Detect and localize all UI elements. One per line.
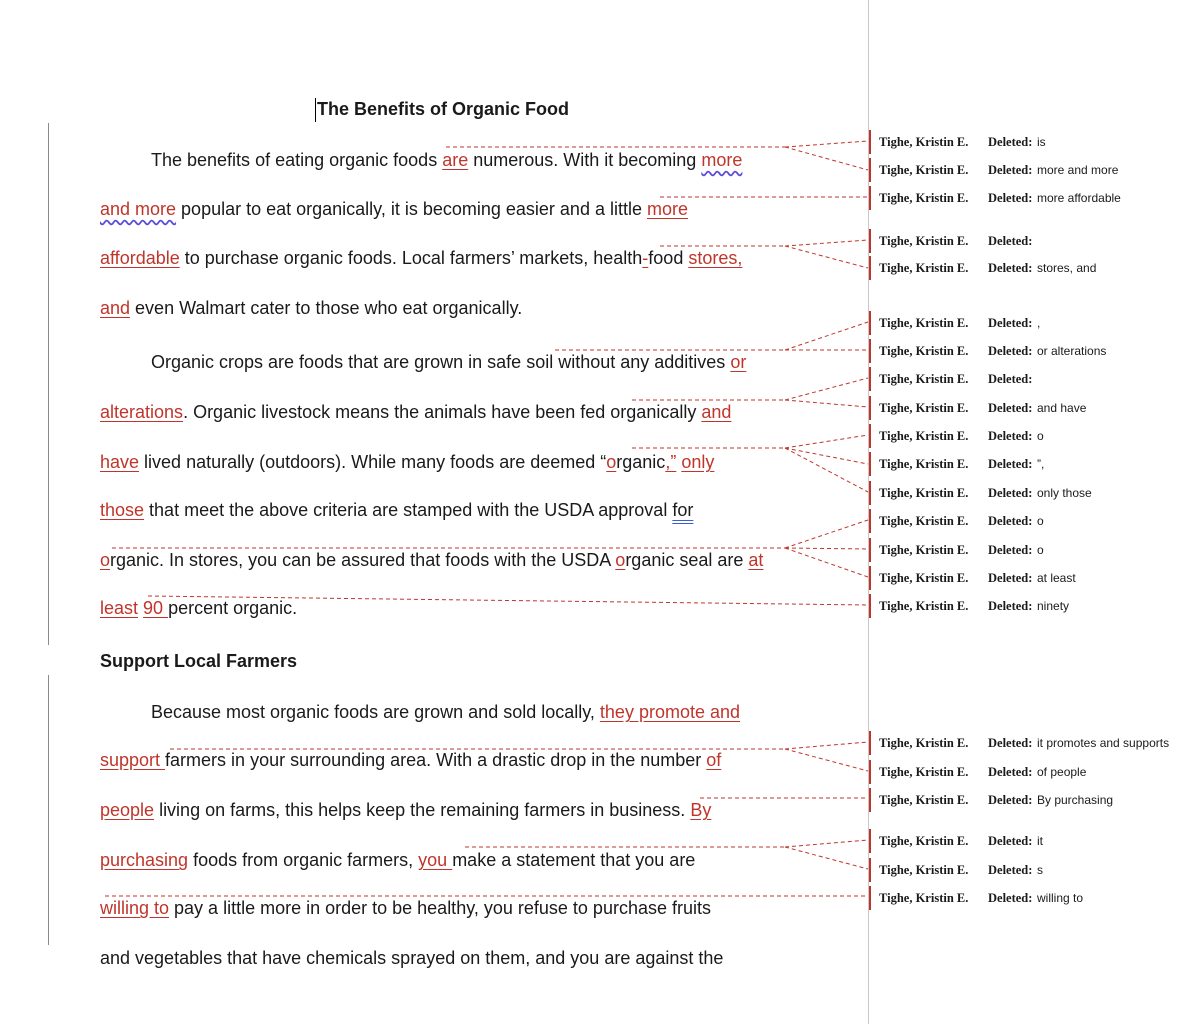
tracked-insertion[interactable]: alterations xyxy=(100,402,184,422)
text-run: to purchase organic foods. Local farmers’ markets, health xyxy=(179,248,643,268)
balloon-marker xyxy=(869,788,871,812)
revision-balloon[interactable] xyxy=(869,231,1199,251)
tracked-insertion[interactable]: purchasing xyxy=(100,850,189,870)
text-run: popular to eat organically, it is becoming easier and a little xyxy=(176,199,647,219)
tracked-insertion[interactable]: for xyxy=(672,500,694,520)
deleted-text: more and more xyxy=(1037,163,1119,177)
deleted-text: By purchasing xyxy=(1037,793,1114,807)
revision-author: Tighe, Kristin E. xyxy=(879,571,969,585)
balloon-marker xyxy=(869,452,871,476)
revision-type: Deleted: xyxy=(988,736,1033,750)
deleted-text: , xyxy=(1037,316,1041,330)
balloon-marker xyxy=(869,158,871,182)
balloon-marker xyxy=(869,538,871,562)
balloon-marker xyxy=(869,229,871,253)
body-line[interactable] xyxy=(100,849,695,871)
text-run: living on farms, this helps keep the remaining farmers in business. xyxy=(154,800,691,820)
revision-type: Deleted: xyxy=(988,486,1033,500)
body-line[interactable] xyxy=(100,799,711,821)
tracked-insertion[interactable]: and xyxy=(100,298,131,318)
revision-type: Deleted: xyxy=(988,234,1033,248)
revision-author: Tighe, Kristin E. xyxy=(879,372,969,386)
text-run: foods from organic farmers, xyxy=(188,850,419,870)
deleted-text: o xyxy=(1037,514,1044,528)
tracked-insertion[interactable]: and more xyxy=(100,199,177,219)
tracked-insertion[interactable]: only xyxy=(681,452,715,472)
deleted-text: stores, and xyxy=(1037,261,1097,275)
text-run: rganic xyxy=(616,452,666,472)
revision-author: Tighe, Kristin E. xyxy=(879,486,969,500)
revision-author: Tighe, Kristin E. xyxy=(879,514,969,528)
tracked-insertion[interactable]: o xyxy=(100,550,111,570)
revision-type: Deleted: xyxy=(988,344,1033,358)
body-line[interactable] xyxy=(100,499,693,521)
revision-balloon[interactable] xyxy=(869,188,1199,208)
revision-type: Deleted: xyxy=(988,543,1033,557)
tracked-insertion[interactable]: and xyxy=(701,402,732,422)
tracked-insertion[interactable]: - xyxy=(642,248,649,268)
revision-type: Deleted: xyxy=(988,316,1033,330)
body-line[interactable] xyxy=(100,749,721,771)
revision-balloon[interactable] xyxy=(869,398,1199,418)
body-line[interactable] xyxy=(100,947,723,969)
revision-balloon[interactable] xyxy=(869,483,1199,503)
balloon-marker xyxy=(869,396,871,420)
deleted-text: or alterations xyxy=(1037,344,1107,358)
revision-type: Deleted: xyxy=(988,429,1033,443)
revision-balloon[interactable] xyxy=(869,341,1199,361)
revision-balloon[interactable] xyxy=(869,888,1199,908)
tracked-insertion[interactable]: willing to xyxy=(100,898,170,918)
text-run: Because most organic foods are grown and sold locally, xyxy=(151,702,600,722)
revision-type: Deleted: xyxy=(988,793,1033,807)
balloon-marker xyxy=(869,858,871,882)
deleted-text: only those xyxy=(1037,486,1092,500)
balloon-marker xyxy=(869,566,871,590)
text-run: percent organic. xyxy=(168,598,298,618)
body-line[interactable] xyxy=(151,351,746,373)
revision-balloon[interactable] xyxy=(869,369,1199,389)
balloon-marker xyxy=(869,424,871,448)
revision-author: Tighe, Kristin E. xyxy=(879,457,969,471)
tracked-insertion[interactable]: stores, xyxy=(688,248,743,268)
tracked-insertion[interactable]: you xyxy=(418,850,453,870)
revision-balloon[interactable] xyxy=(869,831,1199,851)
text-run: numerous. With it becoming xyxy=(468,150,702,170)
revision-balloon[interactable] xyxy=(869,454,1199,474)
revision-type: Deleted: xyxy=(988,599,1033,613)
tracked-insertion[interactable]: support xyxy=(100,750,166,770)
deleted-text: it promotes and supports xyxy=(1037,736,1170,750)
balloon-marker xyxy=(869,186,871,210)
text-run: . Organic livestock means the animals have been fed organically xyxy=(183,402,702,422)
deleted-text: and have xyxy=(1037,401,1087,415)
text-run: and vegetables that have chemicals sprayed on them, and you are against the xyxy=(100,948,724,968)
revision-author: Tighe, Kristin E. xyxy=(879,765,969,779)
revision-type: Deleted: xyxy=(988,891,1033,905)
revision-author: Tighe, Kristin E. xyxy=(879,261,969,275)
balloon-marker xyxy=(869,731,871,755)
revision-author: Tighe, Kristin E. xyxy=(879,163,969,177)
body-line[interactable] xyxy=(100,401,731,423)
deleted-text: is xyxy=(1037,135,1046,149)
tracked-insertion[interactable]: least xyxy=(100,598,139,618)
revision-author: Tighe, Kristin E. xyxy=(879,736,969,750)
deleted-text: o xyxy=(1037,543,1044,557)
revision-author: Tighe, Kristin E. xyxy=(879,344,969,358)
revision-type: Deleted: xyxy=(988,191,1033,205)
balloon-marker xyxy=(869,886,871,910)
deleted-text: more affordable xyxy=(1037,191,1121,205)
change-bar xyxy=(48,675,49,945)
tracked-insertion[interactable]: ,” xyxy=(665,452,677,472)
revision-type: Deleted: xyxy=(988,261,1033,275)
tracked-insertion[interactable]: people xyxy=(100,800,155,820)
revision-type: Deleted: xyxy=(988,765,1033,779)
tracked-insertion[interactable]: or xyxy=(730,352,747,372)
text-run: rganic. In stores, you can be assured that foods with the USDA xyxy=(110,550,616,570)
text-cursor xyxy=(315,98,316,122)
revision-type: Deleted: xyxy=(988,863,1033,877)
revision-balloon[interactable] xyxy=(869,540,1199,560)
tracked-insertion[interactable]: o xyxy=(615,550,626,570)
deleted-text: of people xyxy=(1037,765,1087,779)
body-line[interactable] xyxy=(100,597,297,619)
revision-author: Tighe, Kristin E. xyxy=(879,316,969,330)
revision-type: Deleted: xyxy=(988,163,1033,177)
revision-balloon[interactable] xyxy=(869,426,1199,446)
tracked-insertion[interactable]: more xyxy=(701,150,743,170)
balloon-marker xyxy=(869,509,871,533)
revision-balloon[interactable] xyxy=(869,160,1199,180)
body-line[interactable] xyxy=(100,198,688,220)
text-run: rganic seal are xyxy=(625,550,749,570)
text-run: food xyxy=(648,248,689,268)
deleted-text: o xyxy=(1037,429,1044,443)
revision-type: Deleted: xyxy=(988,401,1033,415)
revision-author: Tighe, Kristin E. xyxy=(879,234,969,248)
revision-balloon[interactable] xyxy=(869,860,1199,880)
text-run: farmers in your surrounding area. With a drastic drop in the number xyxy=(165,750,707,770)
tracked-insertion[interactable]: have xyxy=(100,452,140,472)
revision-type: Deleted: xyxy=(988,135,1033,149)
deleted-text: it xyxy=(1037,834,1043,848)
tracked-insertion[interactable]: at xyxy=(748,550,764,570)
body-line[interactable] xyxy=(151,701,740,723)
revision-balloon[interactable] xyxy=(869,313,1199,333)
text-run: Organic crops are foods that are grown in safe soil without any additives xyxy=(151,352,731,372)
deleted-text: ”, xyxy=(1037,457,1045,471)
tracked-insertion[interactable]: affordable xyxy=(100,248,180,268)
body-line[interactable] xyxy=(151,149,742,171)
deleted-text: at least xyxy=(1037,571,1076,585)
section-heading[interactable]: Support Local Farmers xyxy=(100,651,298,671)
deleted-text: s xyxy=(1037,863,1043,877)
balloon-marker xyxy=(869,256,871,280)
revision-balloon[interactable] xyxy=(869,790,1199,810)
document-title[interactable]: The Benefits of Organic Food xyxy=(317,99,570,119)
revision-balloon[interactable] xyxy=(869,511,1199,531)
balloon-marker xyxy=(869,829,871,853)
revision-author: Tighe, Kristin E. xyxy=(879,793,969,807)
tracked-insertion[interactable]: 90 xyxy=(143,598,169,618)
text-run: The benefits of eating organic foods xyxy=(151,150,443,170)
revision-author: Tighe, Kristin E. xyxy=(879,191,969,205)
revision-author: Tighe, Kristin E. xyxy=(879,891,969,905)
tracked-insertion[interactable]: By xyxy=(690,800,712,820)
balloon-marker xyxy=(869,130,871,154)
text-run: that meet the above criteria are stamped with the USDA approval xyxy=(144,500,673,520)
body-line[interactable] xyxy=(100,451,714,473)
revision-type: Deleted: xyxy=(988,372,1033,386)
body-line[interactable] xyxy=(100,297,522,319)
revision-balloon[interactable] xyxy=(869,596,1199,616)
body-line[interactable] xyxy=(100,897,711,919)
revision-balloon[interactable] xyxy=(869,132,1199,152)
tracked-insertion[interactable]: they promote and xyxy=(599,702,741,722)
revision-balloon[interactable] xyxy=(869,762,1199,782)
revision-author: Tighe, Kristin E. xyxy=(879,401,969,415)
revision-author: Tighe, Kristin E. xyxy=(879,135,969,149)
tracked-insertion[interactable]: are xyxy=(442,150,469,170)
change-bar xyxy=(48,123,49,645)
tracked-insertion[interactable]: those xyxy=(100,500,145,520)
revision-author: Tighe, Kristin E. xyxy=(879,599,969,613)
tracked-insertion[interactable]: o xyxy=(606,452,617,472)
balloon-marker xyxy=(869,339,871,363)
balloon-marker xyxy=(869,481,871,505)
text-run: make a statement that you are xyxy=(452,850,696,870)
revision-author: Tighe, Kristin E. xyxy=(879,543,969,557)
revision-author: Tighe, Kristin E. xyxy=(879,429,969,443)
balloon-marker xyxy=(869,367,871,391)
deleted-text: willing to xyxy=(1037,891,1084,905)
revision-balloon[interactable] xyxy=(869,568,1199,588)
revision-type: Deleted: xyxy=(988,834,1033,848)
body-line[interactable] xyxy=(100,549,763,571)
balloon-marker xyxy=(869,311,871,335)
revision-type: Deleted: xyxy=(988,571,1033,585)
revision-type: Deleted: xyxy=(988,514,1033,528)
text-run: even Walmart cater to those who eat organically. xyxy=(130,298,523,318)
revision-author: Tighe, Kristin E. xyxy=(879,834,969,848)
revision-balloon[interactable] xyxy=(869,258,1199,278)
balloon-marker xyxy=(869,594,871,618)
text-run: lived naturally (outdoors). While many foods are deemed “ xyxy=(139,452,607,472)
revision-author: Tighe, Kristin E. xyxy=(879,863,969,877)
tracked-insertion[interactable]: of xyxy=(706,750,722,770)
balloon-marker xyxy=(869,760,871,784)
revision-type: Deleted: xyxy=(988,457,1033,471)
revision-balloon[interactable] xyxy=(869,733,1199,753)
deleted-text: ninety xyxy=(1037,599,1070,613)
text-run: pay a little more in order to be healthy, you refuse to purchase fruits xyxy=(169,898,711,918)
body-line[interactable] xyxy=(100,247,742,269)
tracked-insertion[interactable]: more xyxy=(646,199,688,219)
